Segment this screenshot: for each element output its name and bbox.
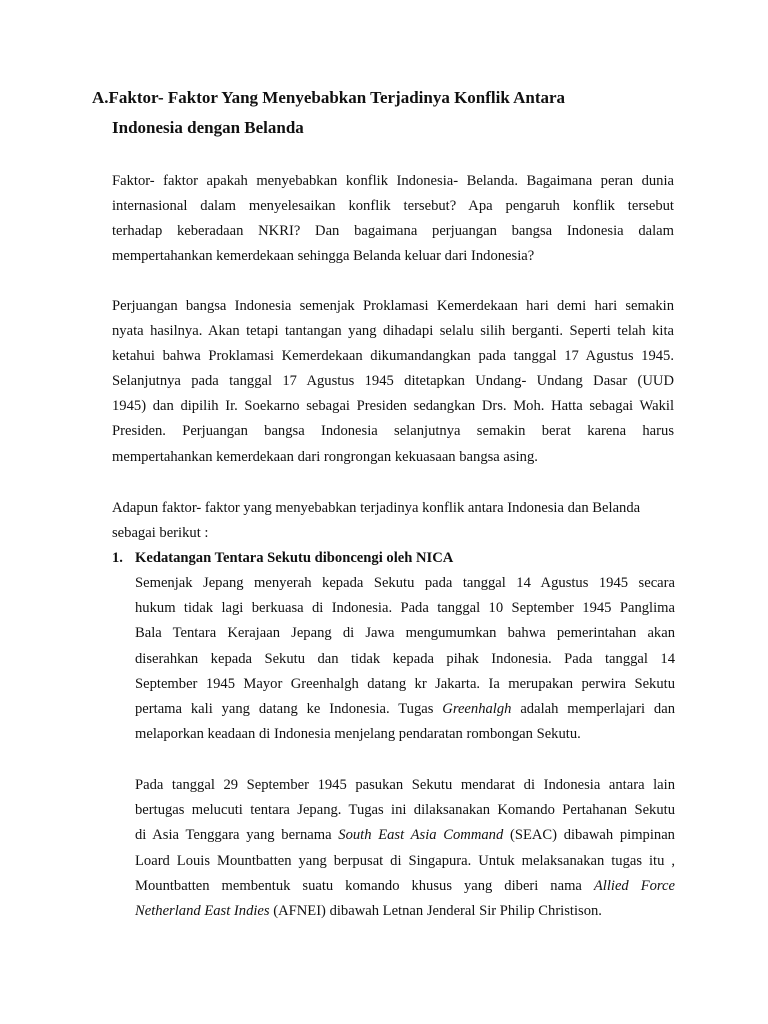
paragraph-line: Bala Tentara Kerajaan Jepang di Jawa mengumumkan bahwa pemerintahan akan bbox=[135, 625, 675, 641]
paragraph-line: 1945) dan dipilih Ir. Soekarno sebagai Presiden sedangkan Drs. Moh. Hatta sebagai Wakil bbox=[112, 398, 674, 414]
paragraph-line: bertugas melucuti tentara Jepang. Tugas ini dilaksanakan Komando Pertahanan Sekutu bbox=[135, 802, 675, 818]
heading-line-1: A.Faktor- Faktor Yang Menyebabkan Terjadinya Konflik Antara bbox=[92, 88, 566, 107]
italic-term: South East Asia Command bbox=[338, 827, 504, 843]
paragraph-line: di Asia Tenggara yang bernama South East Asia Command (SEAC) dibawah pimpinan bbox=[135, 827, 675, 843]
paragraph-line: ketahui bahwa Proklamasi Kemerdekaan dikumandangkan pada tanggal 17 Agustus 1945. bbox=[112, 348, 674, 364]
paragraph-line: Loard Louis Mountbatten yang berpusat di Singapura. Untuk melaksanakan tugas itu , bbox=[135, 853, 675, 869]
paragraph-line: hukum tidak lagi berkuasa di Indonesia. Pada tanggal 10 September 1945 Panglima bbox=[135, 600, 675, 616]
heading-line-2: Indonesia dengan Belanda bbox=[112, 118, 304, 137]
paragraph-line: Presiden. Perjuangan bangsa Indonesia selanjutnya semakin berat karena harus bbox=[112, 423, 674, 439]
list-item-title: Kedatangan Tentara Sekutu diboncengi oleh NICA bbox=[135, 550, 454, 566]
paragraph-line: diserahkan kepada Sekutu dan tidak kepada pihak Indonesia. Pada tanggal 14 bbox=[135, 651, 675, 667]
italic-term: Netherland East Indies bbox=[135, 903, 270, 919]
paragraph-line: Perjuangan bangsa Indonesia semenjak Proklamasi Kemerdekaan hari demi hari semakin bbox=[112, 298, 674, 314]
paragraph-line: internasional dalam menyelesaikan konflik tersebut? Apa pengaruh konflik tersebut bbox=[112, 198, 674, 214]
paragraph-line: Semenjak Jepang menyerah kepada Sekutu pada tanggal 14 Agustus 1945 secara bbox=[135, 575, 675, 591]
italic-term: Greenhalgh bbox=[442, 701, 512, 717]
paragraph-line: sebagai berikut : bbox=[112, 525, 209, 541]
paragraph-line: melaporkan keadaan di Indonesia menjelang pendaratan rombongan Sekutu. bbox=[135, 726, 581, 742]
paragraph-line: Adapun faktor- faktor yang menyebabkan terjadinya konflik antara Indonesia dan Belanda bbox=[112, 500, 641, 516]
paragraph-line: mempertahankan kemerdekaan dari rongrongan kekuasaan bangsa asing. bbox=[112, 449, 538, 465]
paragraph-line: September 1945 Mayor Greenhalgh datang kr Jakarta. Ia merupakan perwira Sekutu bbox=[135, 676, 675, 692]
list-number: 1. bbox=[112, 550, 123, 566]
paragraph-line: Mountbatten membentuk suatu komando khusus yang diberi nama Allied Force bbox=[135, 878, 675, 894]
paragraph-line: Faktor- faktor apakah menyebabkan konflik Indonesia- Belanda. Bagaimana peran dunia bbox=[112, 173, 674, 189]
paragraph-line: Selanjutnya pada tanggal 17 Agustus 1945 ditetapkan Undang- Undang Dasar (UUD bbox=[112, 373, 674, 389]
paragraph-line: terhadap keberadaan NKRI? Dan bagaimana perjuangan bangsa Indonesia dalam bbox=[112, 223, 674, 239]
paragraph-line: pertama kali yang datang ke Indonesia. Tugas Greenhalgh adalah memperlajari dan bbox=[135, 701, 676, 717]
italic-term: Allied Force bbox=[593, 878, 675, 894]
paragraph-line: Netherland East Indies (AFNEI) dibawah Letnan Jenderal Sir Philip Christison. bbox=[135, 903, 602, 919]
paragraph-line: nyata hasilnya. Akan tetapi tantangan yang dihadapi selalu silih berganti. Seperti telah kita bbox=[112, 323, 674, 339]
paragraph-line: mempertahankan kemerdekaan sehingga Belanda keluar dari Indonesia? bbox=[112, 248, 535, 264]
paragraph-line: Pada tanggal 29 September 1945 pasukan Sekutu mendarat di Indonesia antara lain bbox=[135, 777, 675, 793]
